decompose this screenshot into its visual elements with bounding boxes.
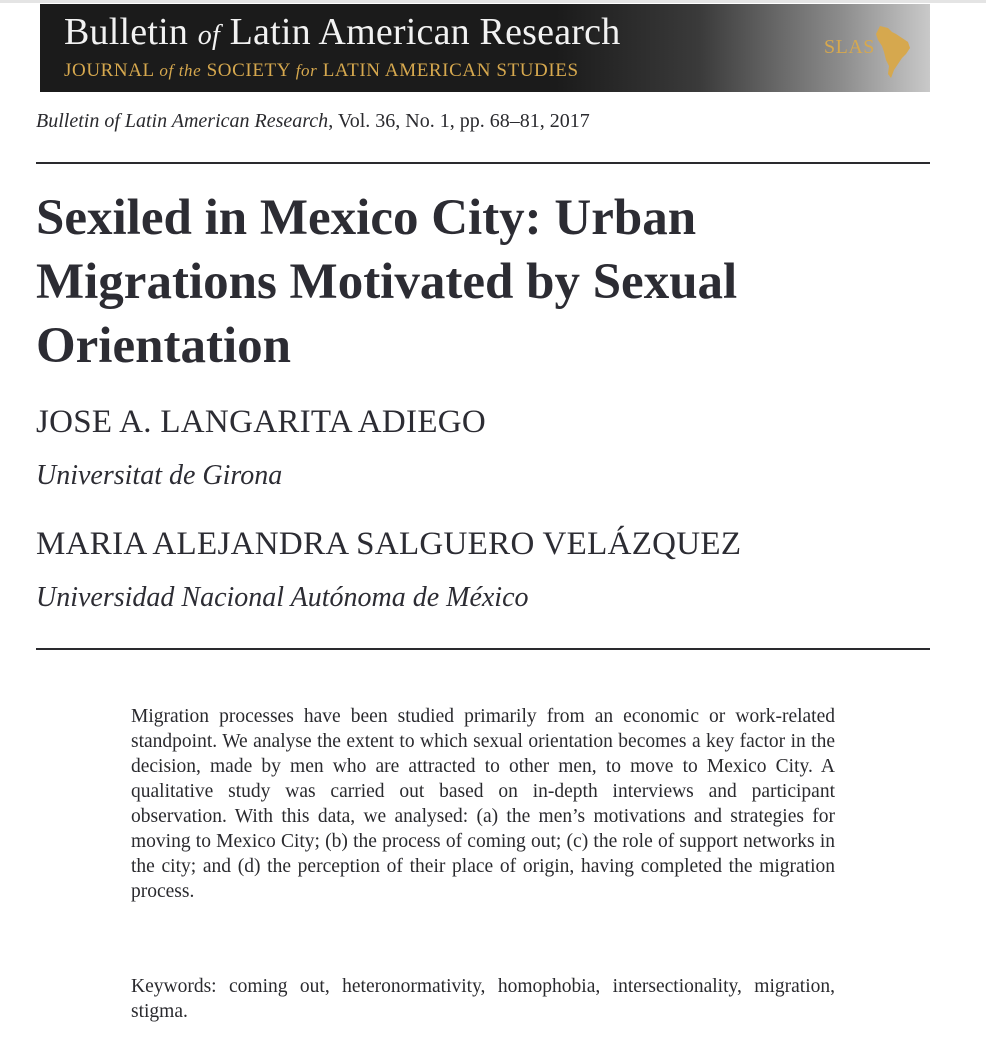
journal-banner bbox=[40, 4, 930, 92]
top-divider bbox=[36, 162, 930, 164]
author-name: JOSE A. LANGARITA ADIEGO bbox=[36, 404, 487, 440]
author-name: MARIA ALEJANDRA SALGUERO VELÁZQUEZ bbox=[36, 526, 742, 562]
slas-logo bbox=[824, 24, 914, 80]
bottom-divider bbox=[36, 648, 930, 650]
citation-journal: Bulletin of Latin American Research bbox=[36, 110, 329, 132]
author-affiliation: Universidad Nacional Autónoma de México bbox=[36, 582, 529, 613]
journal-subtitle: JOURNAL of the SOCIETY for LATIN AMERICAN STUDIES bbox=[64, 60, 579, 81]
page-top-edge bbox=[0, 0, 986, 3]
keywords-text: Keywords: coming out, heteronormativity, homophobia, intersectionality, migration, stigma. bbox=[131, 976, 835, 1022]
citation-details: , Vol. 36, No. 1, pp. 68–81, 2017 bbox=[328, 110, 590, 132]
latin-america-map-icon bbox=[874, 24, 914, 80]
author-affiliation: Universitat de Girona bbox=[36, 460, 283, 491]
article-title: Sexiled in Mexico City: Urban Migrations Motivated by Sexual Orientation bbox=[36, 190, 738, 374]
slas-logo-text: SLAS bbox=[824, 36, 875, 58]
journal-name: Bulletin of Latin American Research bbox=[64, 11, 621, 53]
citation-line bbox=[36, 110, 590, 133]
abstract-text: Migration processes have been studied primarily from an economic or work-related standpoint. We analyse the extent to which sexual orientation becomes a key factor in the decision, made by men who are attracted to other men, to move to Mexico City. A qualitative study was carried out based on in-depth interviews and participant observation. With this data, we analysed: (a) the men’s motivations and strategies for moving to Mexico City; (b) the process of coming out; (c) the role of support networks in the city; and (d) the perception of their place of origin, having completed the migration process. bbox=[131, 706, 835, 902]
